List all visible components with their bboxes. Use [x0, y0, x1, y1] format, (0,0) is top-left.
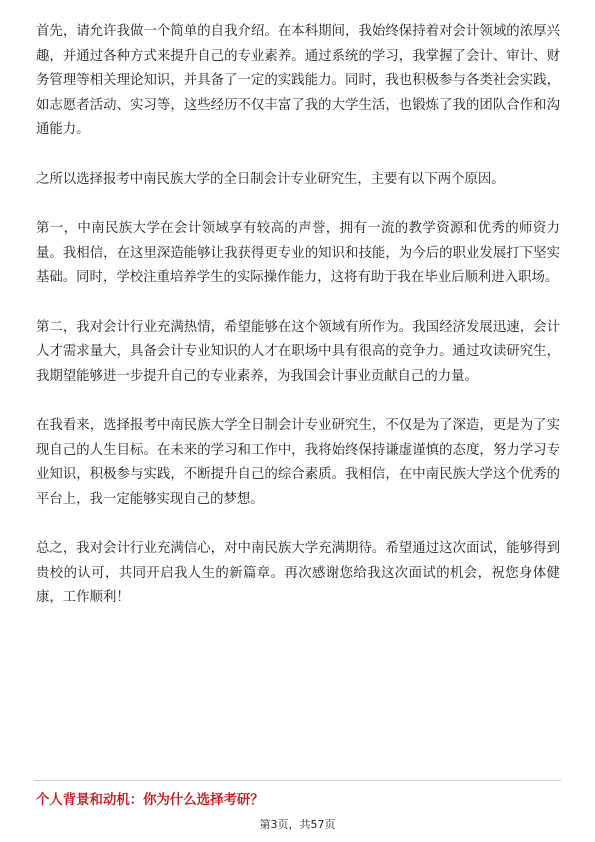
paragraph-reasons-intro: 之所以选择报考中南民族大学的全日制会计专业研究生，主要有以下两个原因。 — [36, 171, 505, 187]
paragraph-reason-second: 第二，我对会计行业充满热情，希望能够在这个领域有所作为。我国经济发展迅速，会计人才需求量大，具备会计专业知识的人才在职场中具有很高的竞争力。通过攻读研究生，我期望能够进一步提升自己的专业素养，为我国会计事业贡献自己的力量。 — [36, 319, 560, 384]
document-body — [36, 20, 560, 636]
paragraph-self-introduction: 首先，请允许我做一个简单的自我介绍。在本科期间，我始终保持着对会计领域的浓厚兴趣，并通过各种方式来提升自己的专业素养。通过系统的学习，我掌握了会计、审计、财务管理等相关理论知识，并具备了一定的实践能力。同时，我也积极参与各类社会实践，如志愿者活动、实习等，这些经历不仅丰富了我的大学生活，也锻炼了我的团队合作和沟通能力。 — [36, 24, 560, 137]
page-number: 第3页，共57页 — [259, 818, 336, 831]
paragraph-conclusion: 总之，我对会计行业充满信心，对中南民族大学充满期待。希望通过这次面试，能够得到贵校的认可，共同开启我人生的新篇章。再次感谢您给我这次面试的机会，祝您身体健康，工作顺利！ — [36, 541, 560, 605]
section-divider — [34, 780, 561, 781]
paragraph-reason-first: 第一，中南民族大学在会计领域享有较高的声誉，拥有一流的教学资源和优秀的师资力量。我相信，在这里深造能够让我获得更专业的知识和技能，为今后的职业发展打下坚实基础。同时，学校注重培养学生的实际操作能力，这将有助于我在毕业后顺利进入职场。 — [36, 221, 560, 285]
paragraph-life-goal: 在我看来，选择报考中南民族大学全日制会计专业研究生，不仅是为了深造，更是为了实现自己的人生目标。在未来的学习和工作中，我将始终保持谦虚谨慎的态度，努力学习专业知识，积极参与实践，不断提升自己的综合素质。我相信，在中南民族大学这个优秀的平台上，我一定能够实现自己的梦想。 — [36, 418, 560, 507]
section-heading: 个人背景和动机：你为什么选择考研？ — [36, 793, 264, 808]
